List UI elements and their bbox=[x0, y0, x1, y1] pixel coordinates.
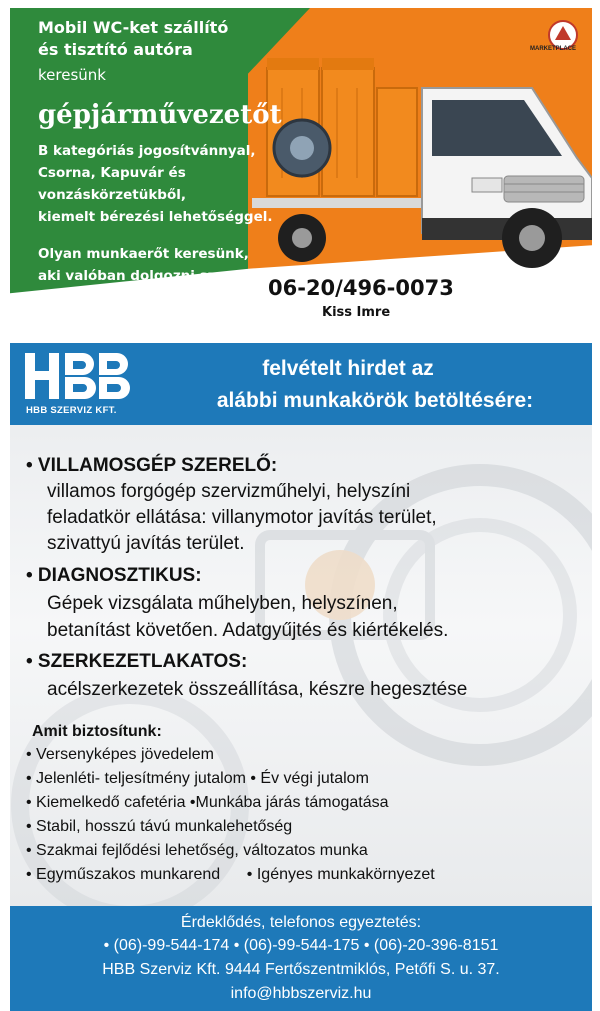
ad1-headline: gépjárművezetőt bbox=[38, 100, 282, 130]
footer-address: HBB Szerviz Kft. 9444 Fertőszentmiklós, Petőfi S. u. 37. bbox=[102, 961, 500, 978]
job-desc-line: acélszerkezetek összeállítása, készre hegesztése bbox=[47, 679, 468, 700]
ad1-body-line: kiemelt bérezési lehetőséggel. bbox=[38, 209, 273, 225]
ad1-body2-line: aki valóban dolgozni szeretne bbox=[38, 268, 266, 284]
footer-email: info@hbbszerviz.hu bbox=[230, 985, 372, 1002]
truck-illustration bbox=[242, 48, 592, 278]
job-title: • SZERKEZETLAKATOS: bbox=[26, 651, 248, 672]
ad2-header-line-1: felvételt hirdet az bbox=[262, 357, 434, 380]
ad1-line-1: Mobil WC-ket szállító bbox=[38, 18, 229, 37]
company-subtitle: HBB SZERVIZ KFT. bbox=[26, 405, 117, 416]
job-desc-line: feladatkör ellátása: villanymotor javítás terület, bbox=[47, 507, 437, 528]
benefit-item: • Kiemelkedő cafetéria •Munkába járás támogatása bbox=[26, 794, 389, 811]
ad2-footer bbox=[10, 906, 592, 1011]
ad1-body-line: B kategóriás jogosítvánnyal, bbox=[38, 143, 256, 159]
ad1-body2-line: Olyan munkaerőt keresünk, bbox=[38, 246, 249, 262]
ad1-contact-name: Kiss Imre bbox=[322, 305, 391, 320]
benefit-item: • Stabil, hosszú távú munkalehetőség bbox=[26, 818, 293, 835]
benefits-title: Amit biztosítunk: bbox=[32, 723, 162, 740]
marketplace-logo-text: MARKETPLACE bbox=[530, 46, 576, 52]
hbb-logo bbox=[25, 351, 135, 406]
ad1-line-2: és tisztító autóra bbox=[38, 40, 193, 59]
ad1-body-line: vonzáskörzetükből, bbox=[38, 187, 186, 203]
benefit-item: • Szakmai fejlődési lehetőség, változatos munka bbox=[26, 842, 368, 859]
hbb-logo-icon bbox=[25, 351, 135, 401]
ad1-body-line: Csorna, Kapuvár és bbox=[38, 165, 186, 181]
footer-phones: • (06)-99-544-174 • (06)-99-544-175 • (06)-20-396-8151 bbox=[103, 937, 499, 954]
ad2-header-line-2: alábbi munkakörök betöltésére: bbox=[216, 389, 534, 412]
ad1-body2-line: és hosszú távra tervez. bbox=[38, 290, 216, 306]
benefit-item: • Egyműszakos munkarend • Igényes munkakörnyezet bbox=[26, 866, 435, 883]
job-desc-line: szivattyú javítás terület. bbox=[47, 533, 245, 554]
job-title: • VILLAMOSGÉP SZERELŐ: bbox=[26, 455, 278, 476]
ad1-phone: 06-20/496-0073 bbox=[268, 276, 454, 300]
job-desc-line: betanítást követően. Adatgyűjtés és kiértékelés. bbox=[47, 620, 449, 641]
wc-driver-ad bbox=[10, 8, 592, 326]
job-desc-line: Gépek vizsgálata műhelyben, helyszínen, bbox=[47, 593, 398, 614]
job-title: • DIAGNOSZTIKUS: bbox=[26, 565, 202, 586]
hbb-job-ad bbox=[10, 343, 592, 1011]
benefit-item: • Jelenléti- teljesítmény jutalom • Év végi jutalom bbox=[26, 770, 369, 787]
benefit-item: • Versenyképes jövedelem bbox=[26, 746, 214, 763]
ad1-line-3: keresünk bbox=[38, 66, 106, 84]
job-desc-line: villamos forgógép szervizműhelyi, helyszíni bbox=[47, 481, 411, 502]
footer-inquiry: Érdeklődés, telefonos egyeztetés: bbox=[180, 914, 422, 931]
ad2-header bbox=[10, 343, 592, 425]
